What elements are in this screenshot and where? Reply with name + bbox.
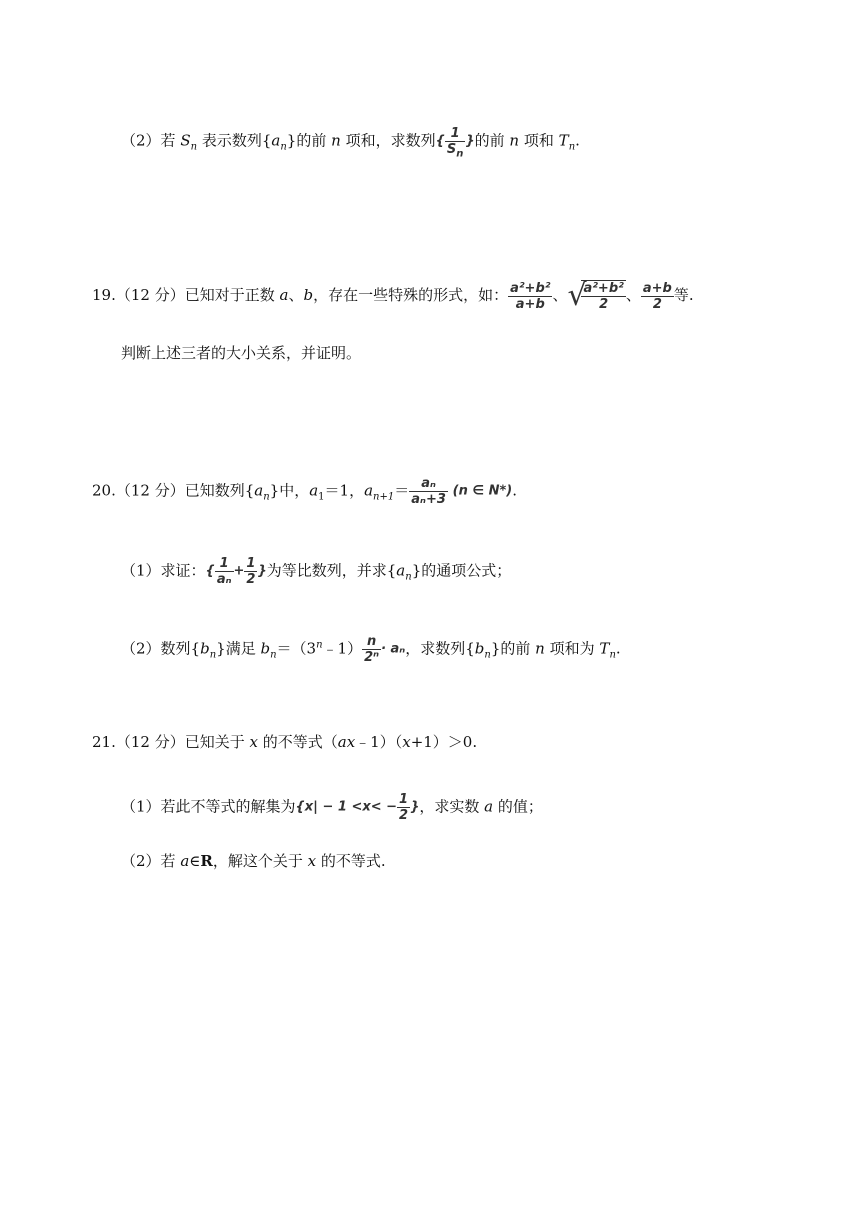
subscript: n	[405, 571, 412, 583]
var-a: a	[309, 481, 319, 500]
fraction-1-over-2	[244, 556, 257, 587]
var-x: x	[307, 852, 317, 870]
problem-19-line-2: 判断上述三者的大小关系，并证明。	[121, 344, 362, 362]
text: ＝1，	[324, 481, 365, 500]
part-label: （1）求证：	[121, 561, 206, 580]
sep: 、	[625, 286, 641, 304]
text: 等.	[673, 286, 694, 304]
var-b: b	[200, 639, 210, 658]
text: 表示数列{	[201, 131, 272, 150]
problem-21-part-2	[121, 851, 386, 871]
fraction-1-over-sn: {	[435, 133, 445, 149]
equals: ＝	[394, 481, 410, 500]
condition: (n ∈ N*)	[452, 483, 513, 499]
fraction	[445, 126, 466, 160]
solution-set-left: {x| − 1 <x< −	[295, 799, 398, 815]
subscript: n	[280, 141, 287, 153]
fraction-3	[641, 281, 674, 312]
sqrt-fraction	[567, 280, 625, 312]
var-a: a	[484, 797, 494, 816]
subscript: n+1	[373, 491, 395, 503]
text: 项和为	[549, 639, 595, 658]
denominator: aₙ	[216, 572, 232, 587]
var-a: a	[254, 481, 264, 500]
var-n: n	[535, 639, 545, 658]
brace: }	[257, 563, 267, 579]
text: }的通项公式；	[411, 561, 512, 580]
denominator	[445, 142, 466, 160]
den-s: S	[446, 142, 457, 157]
numerator: 1	[215, 556, 234, 572]
part-label: （2）若	[121, 852, 176, 870]
fraction-recurrence	[409, 476, 448, 507]
var-ax: ax	[337, 733, 356, 751]
denominator: 2	[399, 808, 409, 823]
fraction-1-over-2	[397, 792, 410, 823]
text: +1）＞0.	[410, 733, 478, 751]
numerator: a²+b²	[510, 280, 551, 296]
problem-21	[92, 732, 477, 752]
subscript: n	[263, 491, 270, 503]
denominator: aₙ+3	[411, 492, 446, 507]
radicand	[581, 280, 625, 312]
element-of: ∈	[189, 852, 201, 870]
var-n: n	[331, 131, 341, 150]
problem-20-part-1	[121, 556, 511, 587]
problem-19	[92, 280, 694, 312]
subscript: 1	[318, 491, 325, 503]
var-t: T	[558, 131, 569, 150]
text: ，求数列{	[405, 639, 475, 658]
fraction-1	[508, 281, 552, 312]
text: 的前	[474, 131, 505, 150]
subscript: n	[609, 649, 616, 661]
fraction-2	[581, 281, 625, 312]
numerator: 1	[399, 792, 409, 807]
var-b: b	[260, 639, 271, 658]
text: }中，	[269, 481, 310, 500]
sep: 、	[288, 286, 304, 304]
var-a: a	[279, 286, 289, 304]
var-b: b	[474, 639, 485, 658]
text: ，求实数	[419, 797, 480, 816]
var-x: x	[249, 733, 258, 751]
denominator: 2	[246, 572, 256, 587]
fraction-1-over-an	[215, 556, 234, 587]
text: ，解这个关于	[212, 852, 303, 870]
subscript: n	[456, 148, 464, 160]
reals-symbol: R	[200, 852, 213, 870]
text: }的前	[286, 131, 327, 150]
numerator: a+b	[642, 280, 672, 296]
text: 的值；	[497, 797, 543, 816]
problem-20-part-2	[121, 634, 621, 665]
denominator: 2ⁿ	[364, 650, 380, 665]
numerator: aₙ	[409, 476, 448, 492]
var-n: n	[509, 131, 520, 150]
denominator: 2	[652, 296, 662, 312]
period: .	[512, 481, 517, 500]
var-a: a	[364, 481, 374, 500]
var-x: x	[402, 733, 411, 751]
text: ，存在一些特殊的形式，如：	[313, 286, 509, 304]
period: .	[575, 131, 580, 150]
period: .	[615, 639, 621, 658]
var-a: a	[180, 852, 190, 870]
var-t: T	[599, 639, 610, 658]
problem-header: 20.（12 分）已知数列{	[92, 481, 255, 500]
times-an: · aₙ	[381, 641, 406, 657]
problem-header: 19.（12 分）已知对于正数	[92, 286, 275, 304]
problem-header: 21.（12 分）已知关于	[92, 733, 245, 751]
subscript: n	[484, 649, 491, 661]
denominator: a+b	[515, 296, 545, 312]
part-label: （1）若此不等式的解集为	[121, 797, 296, 816]
superscript: n	[316, 639, 323, 651]
text: 项和	[523, 131, 554, 150]
brace: }	[465, 133, 475, 149]
var-a: a	[271, 131, 281, 150]
denominator: 2	[599, 297, 609, 312]
radical-sign: √	[567, 278, 587, 313]
text: 的不等式（	[262, 733, 338, 751]
text: }满足	[216, 639, 256, 658]
text: 的不等式.	[320, 852, 386, 870]
numerator: a²+b²	[583, 281, 624, 296]
text: ﹣1）	[322, 639, 363, 658]
text: ﹣1）（	[355, 733, 403, 751]
subscript: n	[270, 649, 277, 661]
var-s: S	[180, 131, 191, 150]
var-b: b	[303, 286, 314, 304]
problem-20	[92, 476, 517, 507]
solution-set-right: }	[410, 799, 420, 815]
var-a: a	[396, 561, 406, 580]
subscript: n	[209, 649, 217, 661]
part-label: （2）若	[121, 131, 176, 150]
plus: +	[233, 563, 245, 579]
numerator: 1	[445, 126, 466, 142]
text: 为等比数列，并求{	[266, 561, 397, 580]
sep: 、	[552, 286, 568, 304]
problem-21-part-1	[121, 792, 543, 823]
fraction-n-over-2n	[362, 634, 381, 665]
part-label: （2）数列{	[121, 639, 201, 658]
subscript: n	[568, 141, 576, 153]
text: 项和，求数列	[345, 131, 436, 150]
brace: {	[205, 563, 215, 579]
text: ＝（3	[276, 639, 317, 658]
subscript: n	[190, 141, 198, 153]
numerator: 1	[246, 556, 256, 571]
numerator: n	[362, 634, 381, 650]
text: }的前	[490, 639, 531, 658]
problem-18-part-2	[121, 126, 580, 160]
